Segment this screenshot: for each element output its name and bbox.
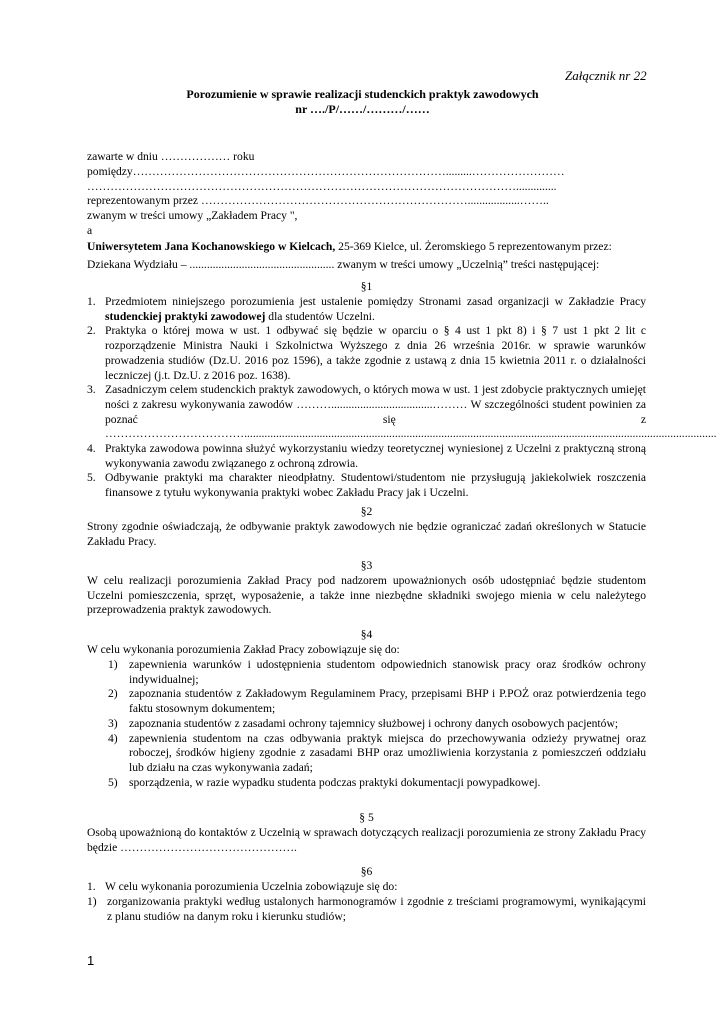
item-number: 3. <box>87 383 96 397</box>
item-number: 2. <box>87 324 96 338</box>
item-number: 1) <box>87 895 97 908</box>
section-4-intro: W celu wykonania porozumienia Zakład Pracy zobowiązuje się do: <box>87 643 400 656</box>
and-line: a <box>87 224 93 237</box>
section-4-heading: §4 <box>360 628 373 641</box>
item-number: 5) <box>108 775 118 789</box>
item-text-end: dla studentów Uczelni. <box>265 309 375 323</box>
list-item <box>87 880 646 895</box>
item-text: zapewnienia warunków i udostępnienia studentom odpowiednich stanowisk pracy oraz środków ochrony indywidualnej; <box>129 658 646 686</box>
item-text: Odbywanie praktyki ma charakter nieodpłatny. Studentowi/studentom nie przysługują jakiekolwiek roszczenia finansowe z tytułu wykonywania praktyki wobec Zakładu Pracy jak i Uczelni. <box>105 471 646 500</box>
document-number: nr …./P/……/………/…… <box>295 102 430 116</box>
section-5-heading: § 5 <box>359 811 374 824</box>
list-item <box>87 895 646 924</box>
between-line: pomiędzy……………………………………………………………………….........…………………… <box>87 165 565 178</box>
represented-by-line: reprezentowanym przez ……………………………………………………………..................…….. <box>87 194 549 207</box>
item-text: sporządzenia, w razie wypadku studenta podczas praktyki dokumentacji powypadkowej. <box>129 775 541 789</box>
item-number: 4. <box>87 442 96 456</box>
item-text: zapewnienia studentom na czas odbywania praktyk miejsca do przechowywania odzieży prywatnej oraz roboczej, środków higieny zgodnie z zasadami BHP oraz umożliwienia korzystania z pomieszczeń oddziału lub działu na czas wykonywania zadań; <box>129 731 646 774</box>
section-2-heading: §2 <box>360 505 373 518</box>
item-text: zapoznania studentów z Zakładowym Regulaminem Pracy, przepisami BHP i P.POŻ oraz potwierdzenia tego faktu stosownym dokumentem; <box>129 687 646 716</box>
list-item <box>87 383 717 442</box>
item-text: zapoznania studentów z zasadami ochrony tajemnicy służbowej i ochrony danych osobowych pacjentów; <box>129 716 619 730</box>
list-item <box>87 687 646 716</box>
item-number: 1. <box>87 880 96 893</box>
list-item <box>87 732 646 776</box>
list-item <box>87 776 646 791</box>
section-2-text: Strony zgodnie oświadczają, że odbywanie praktyk zawodowych nie będzie ograniczać zadań określonych w Statucie Zakładu Pracy. <box>87 520 646 548</box>
section-5-text: Osobą upoważnioną do kontaktów z Uczelnią w sprawach dotyczących realizacji porozumienia ze strony Zakładu Pracy będzie ………………………………………. <box>87 826 646 854</box>
section-3-text: W celu realizacji porozumienia Zakład Pracy pod nadzorem upoważnionych osób udostępniać będzie studentom Uczelni pomieszczenia, sprzęt, wyposażenie, a także inne niezbędne składniki swojego mienia w celu należytego przeprowadzenia praktyk zawodowych. <box>87 574 646 617</box>
list-item <box>87 295 646 324</box>
list-item <box>87 471 646 500</box>
workplace-alias-line: zwanym w treści umowy „Zakładem Pracy ", <box>87 209 298 222</box>
party-blank-line: ………………………………………………………………………………………………….............. <box>87 180 557 193</box>
page-number: 1 <box>87 953 95 968</box>
item-bold-text: studenckiej praktyki zawodowej <box>105 309 266 323</box>
item-number: 2) <box>108 687 118 701</box>
list-item <box>87 658 646 687</box>
item-number: 5. <box>87 471 96 485</box>
list-item <box>87 442 646 471</box>
list-item <box>87 324 646 383</box>
document-title: Porozumienie w sprawie realizacji studenckich praktyk zawodowych <box>186 87 539 101</box>
item-text: Praktyka zawodowa powinna służyć wykorzystaniu wiedzy teoretycznej wyniesionej z Uczelni z praktyczną stroną wykonywania zawodu związanego z ochroną zdrowia. <box>105 442 646 470</box>
item-text: Praktyka o której mowa w ust. 1 odbywać się będzie w oparciu o § 4 ust 1 pkt 8) i § 7 ust 1 pkt 2 lit c rozporządzenie Ministra Nauki i Szkolnictwa Wyższego z dnia 26 września 2016r. w sprawie warunków prowadzenia studiów (Dz.U. 2016 poz 1596), a także zgodnie z ustawą z dnia 15 kwietnia 2011 r. o działalności leczniczej (j.t. Dz.U. z 2016 poz. 1638). <box>105 324 646 382</box>
dean-line: Dziekana Wydziału – .................................................. zwanym w treści umowy „Uczelnią” treści następującej: <box>87 258 600 271</box>
item-text: zorganizowania praktyki według ustalonych harmonogramów i zgodnie z treściami programowymi, wynikającymi z planu studiów na danym roku i kierunku studiów; <box>107 895 646 923</box>
item-number: 3) <box>108 716 118 730</box>
annex-label: Załącznik nr 22 <box>565 68 647 83</box>
item-text: Zasadniczym celem studenckich praktyk zawodowych, o których mowa w ust. 1 jest zdobycie praktycznych umiejętności z zakresu wykonywania zawodów ………...................................……… W szczególności student powinien zapoznać się z ………………………………................................................................................................................................................................... <box>105 383 717 441</box>
item-text: Przedmiotem niniejszego porozumienia jest ustalenie pomiędzy Stronami zasad organizacji w Zakładzie Pracy <box>105 295 646 308</box>
concluded-on-line: zawarte w dniu ……………… roku <box>87 150 255 163</box>
section-6-intro <box>87 880 646 895</box>
university-address: 25-369 Kielce, ul. Żeromskiego 5 reprezentowanym przez: <box>335 240 612 253</box>
section-3-heading: §3 <box>360 559 373 572</box>
section-6-list <box>87 895 646 924</box>
university-name: Uniwersytetem Jana Kochanowskiego w Kielcach, <box>87 240 336 253</box>
item-text: W celu wykonania porozumienia Uczelnia zobowiązuje się do: <box>105 880 398 893</box>
section-1-heading: §1 <box>360 280 373 293</box>
item-number: 4) <box>108 731 118 745</box>
section-4-list <box>87 658 646 790</box>
item-number: 1) <box>108 658 118 671</box>
section-1-list <box>87 295 717 501</box>
section-6-heading: §6 <box>360 865 373 878</box>
list-item <box>87 717 646 732</box>
university-line <box>87 240 612 255</box>
item-number: 1. <box>87 295 96 308</box>
